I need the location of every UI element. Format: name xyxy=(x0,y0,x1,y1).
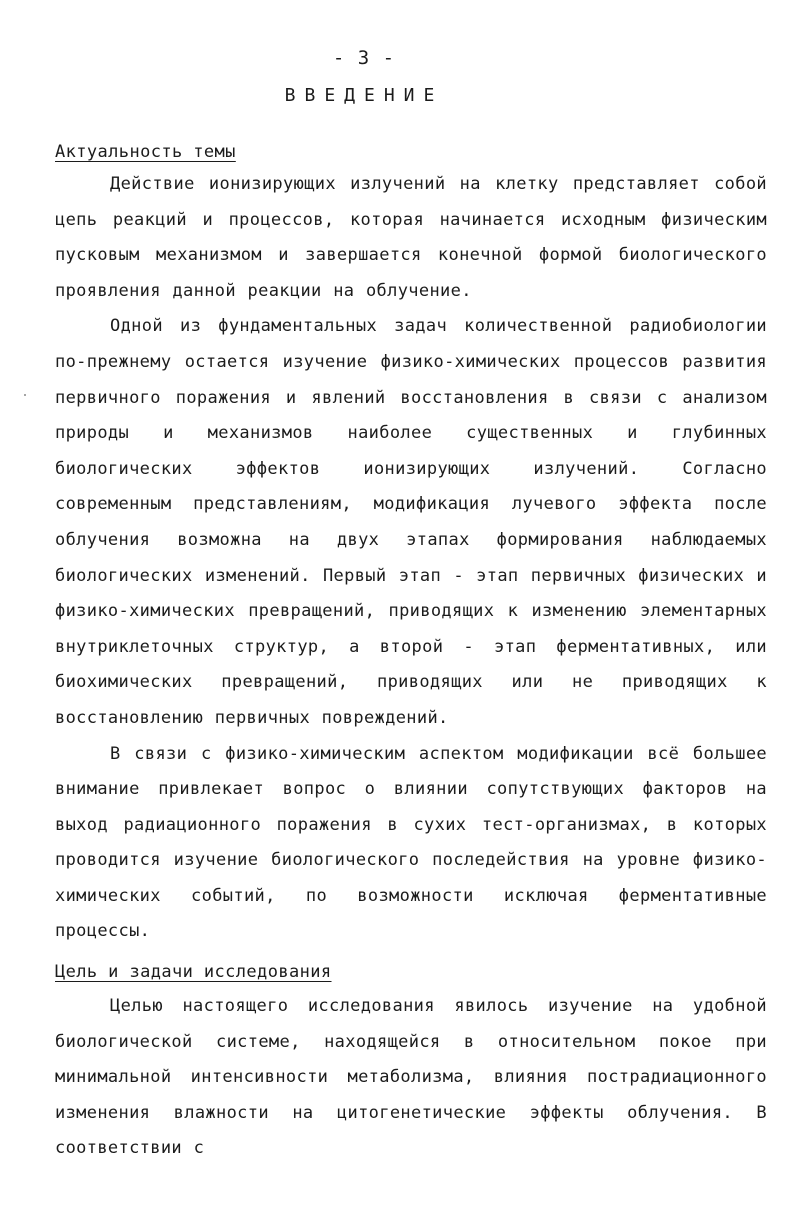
paragraph-1: Действие ионизирующих излучений на клетку представляет собой цепь реакций и процессов, которая начинается исходным физическим пусковым механизмом и завершается конечной формой биологического проявления данной реакции на облучение. xyxy=(55,174,767,301)
section-heading-relevance: Актуальность темы xyxy=(55,142,236,162)
section-body-goal xyxy=(55,989,767,1167)
paragraph-3: В связи с физико-химическим аспектом модификации всё большее внимание привлекает вопрос о влиянии сопутствующих факторов на выход радиационного поражения в сухих тест-организмах, в которых проводится изучение биологического последействия на уровне физико-химических событий, по возможности исключая ферментативные процессы. xyxy=(55,743,767,942)
page-title: ВВЕДЕНИЕ xyxy=(284,85,444,106)
paragraph-2: Одной из фундаментальных задач количественной радиобиологии по-прежнему остается изучение физико-химических процессов развития первичного поражения и явлений восстановления в связи с анализом природы и механизмов наиболее существенных и глубинных биологических эффектов ионизирующих излучений. Согласно современным представлениям, модификация лучевого эффекта после облучения возможна на двух этапах формирования наблюдаемых биологических изменений. Первый этап - этап первичных физических и физико-химических превращений, приводящих к изменению элементарных внутриклеточных структур, а второй - этап ферментативных, или биохимических превращений, приводящих или не приводящих к восстановлению первичных повреждений. xyxy=(55,316,767,728)
section-heading-goal: Цель и задачи исследования xyxy=(55,962,332,982)
page-number: - 3 - xyxy=(332,47,396,69)
paragraph-4: Целью настоящего исследования явилось изучение на удобной биологической системе, находящейся в относительном покое при минимальной интенсивности метаболизма, влияния пострадиационного изменения влажности на цитогенетические эффекты облучения. В соответствии с xyxy=(55,996,767,1159)
scan-speck xyxy=(24,394,26,396)
section-body-relevance xyxy=(55,167,767,950)
